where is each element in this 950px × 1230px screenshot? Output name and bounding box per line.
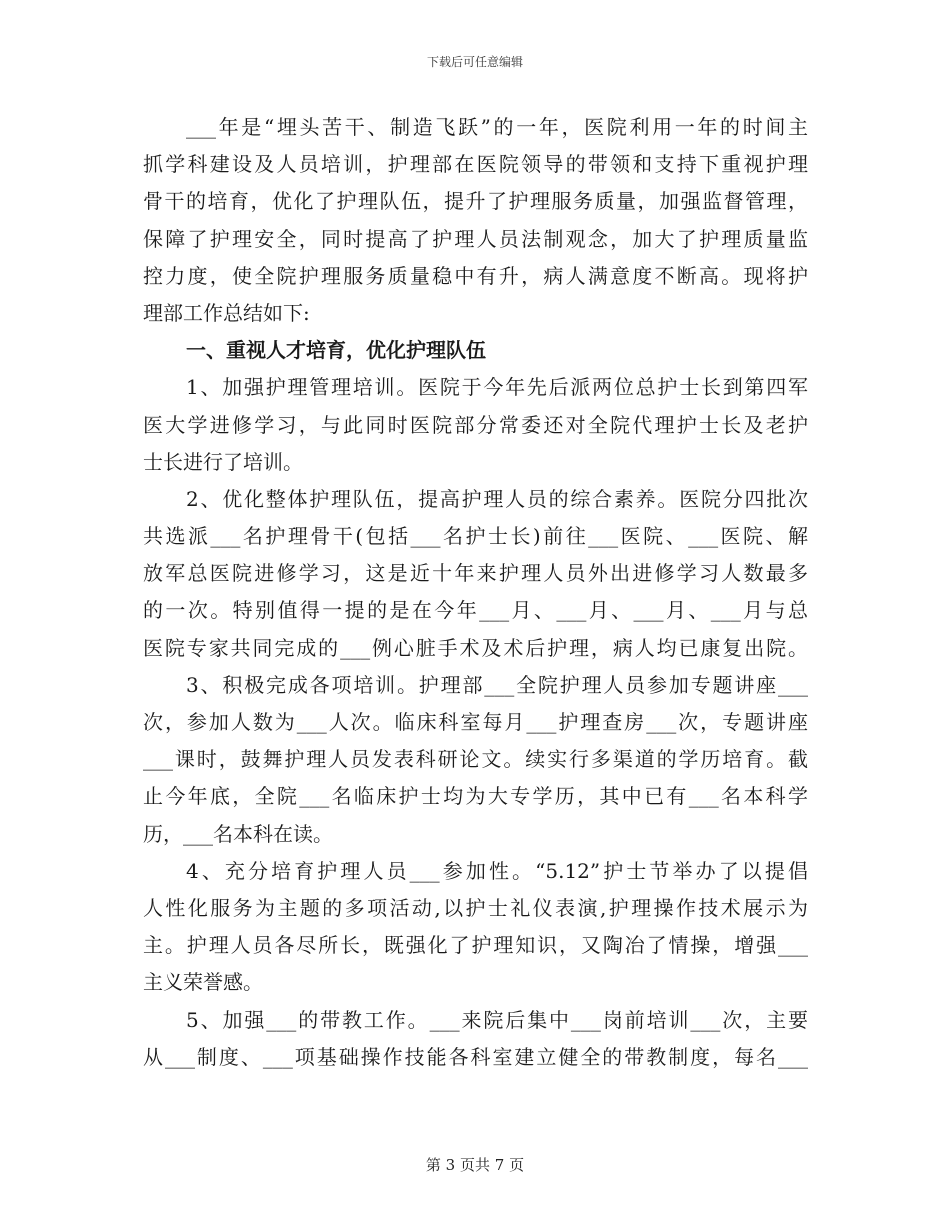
body-line: 理部工作总结如下: <box>143 300 310 325</box>
body-line: 2、优化整体护理队伍，提高护理人员的综合素养。医院分四批次 <box>186 486 808 511</box>
paragraph-item-5 <box>143 1002 808 1076</box>
page-number-footer: 第 3 页共 7 页 <box>425 1156 525 1174</box>
body-line: 控力度，使全院护理服务质量稳中有升，病人满意度不断高。现将护 <box>143 263 808 288</box>
body-line: 历，___名本科在读。 <box>143 821 333 846</box>
body-line: 止今年底，全院___名临床护士均为大专学历，其中已有___名本科学 <box>143 784 808 809</box>
body-line: 主。护理人员各尽所长，既强化了护理知识，又陶冶了情操，增强___ <box>143 933 808 958</box>
paragraph-item-4 <box>143 853 808 1002</box>
body-line: 士长进行了培训。 <box>143 449 303 474</box>
body-line: 3、积极完成各项培训。护理部___全院护理人员参加专题讲座___ <box>186 672 808 697</box>
body-line: 主义荣誉感。 <box>143 970 263 995</box>
body-line: 5、加强___的带教工作。___来院后集中___岗前培训___次，主要 <box>186 1007 808 1032</box>
body-line: 4、充分培育护理人员___参加性。“5.12”护士节举办了以提倡 <box>186 858 808 883</box>
document-body <box>143 109 808 1076</box>
body-line: 次，参加人数为___人次。临床科室每月___护理查房___次，专题讲座 <box>143 710 808 734</box>
section-heading: 一、重视人才培育，优化护理队伍 <box>186 338 486 363</box>
body-line: 医院专家共同完成的___例心脏手术及术后护理，病人均已康复出院。 <box>143 635 808 660</box>
body-line: 抓学科建设及人员培训，护理部在医院领导的带领和支持下重视护理 <box>143 152 808 177</box>
body-line: 骨干的培育，优化了护理队伍，提升了护理服务质量，加强监督管理， <box>143 189 808 214</box>
paragraph-item-3 <box>143 667 808 853</box>
body-line: ___课时，鼓舞护理人员发表科研论文。续实行多渠道的学历培育。截 <box>143 747 808 772</box>
body-line: 保障了护理安全，同时提高了护理人员法制观念，加大了护理质量监 <box>143 226 808 251</box>
body-line: ___年是“埋头苦干、制造飞跃”的一年，医院利用一年的时间主 <box>186 115 808 139</box>
body-line: 共选派___名护理骨干(包括___名护士长)前往___医院、___医院、解 <box>143 524 808 549</box>
intro-paragraph <box>143 109 808 332</box>
body-line: 医大学进修学习，与此同时医院部分常委还对全院代理护士长及老护 <box>143 412 808 437</box>
body-line: 1、加强护理管理培训。医院于今年先后派两位总护士长到第四军 <box>186 375 808 400</box>
body-line: 从___制度、___项基础操作技能各科室建立健全的带教制度，每名___ <box>143 1044 808 1069</box>
header-note: 下载后可任意编辑 <box>426 55 523 69</box>
body-line: 的一次。特别值得一提的是在今年___月、___月、___月、___月与总 <box>143 598 808 623</box>
paragraph-item-1 <box>143 369 808 481</box>
body-line: 放军总医院进修学习，这是近十年来护理人员外出进修学习人数最多 <box>143 561 808 586</box>
paragraph-item-2 <box>143 481 808 667</box>
body-line: 人性化服务为主题的多项活动,以护士礼仪表演,护理操作技术展示为 <box>143 895 808 920</box>
